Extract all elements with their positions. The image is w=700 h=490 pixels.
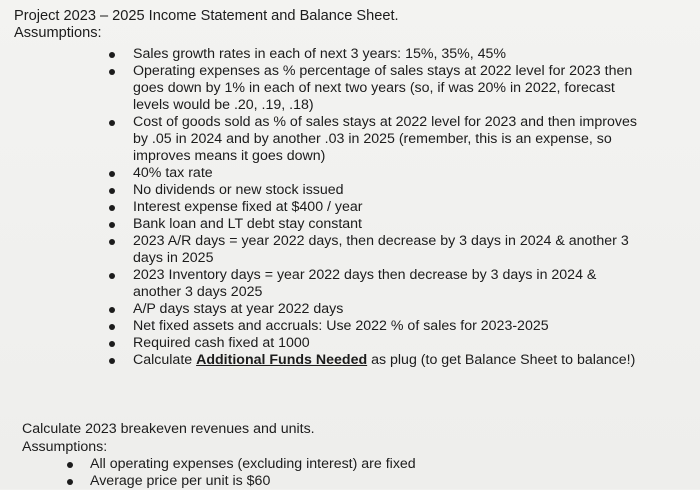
bullet-icon [109, 188, 115, 194]
list-item: No dividends or new stock issued [0, 182, 640, 199]
list-item: 40% tax rate [0, 165, 640, 182]
list-item: Net fixed assets and accruals: Use 2022 % of sales for 2023-2025 [0, 318, 640, 335]
list-item: 2023 A/R days = year 2022 days, then decrease by 3 days in 2024 & another 3 days in 2025 [0, 233, 640, 267]
bullet-icon [109, 171, 115, 177]
bullet-icon [67, 462, 73, 468]
bullet-icon [109, 273, 115, 279]
assumptions-label: Assumptions: [14, 25, 102, 41]
bullet-icon [109, 52, 115, 58]
list-item: All operating expenses (excluding interest) are fixed [0, 456, 416, 473]
list-item: Interest expense fixed at $400 / year [0, 199, 640, 216]
additional-funds-needed-text: Additional Funds Needed [196, 352, 368, 368]
list-item: Required cash fixed at 1000 [0, 335, 640, 352]
breakeven-assumptions-label: Assumptions: [22, 439, 108, 455]
list-item: Average price per unit is $60 [0, 473, 416, 490]
bullet-icon [109, 205, 115, 211]
list-item: Operating expenses as % percentage of sales stays at 2022 level for 2023 then goes down by 1% in each of next two years (so, if was 20% in 2022, forecast levels would be .20, .19, .18) [0, 63, 640, 114]
list-item: Cost of goods sold as % of sales stays at 2022 level for 2023 and then improves by .05 in 2024 and by another .03 in 2025 (remember, this is an expense, so improves means it goes down) [0, 114, 640, 165]
bullet-icon [109, 307, 115, 313]
list-item: Sales growth rates in each of next 3 years: 15%, 35%, 45% [0, 46, 640, 63]
list-item: A/P days stays at year 2022 days [0, 301, 640, 318]
list-item: Bank loan and LT debt stay constant [0, 216, 640, 233]
page-title: Project 2023 – 2025 Income Statement and Balance Sheet. [14, 8, 399, 24]
bullet-icon [109, 324, 115, 330]
bullet-icon [109, 120, 115, 126]
breakeven-heading: Calculate 2023 breakeven revenues and units. [22, 421, 315, 437]
list-item: 2023 Inventory days = year 2022 days then decrease by 3 days in 2024 & another 3 days 2025 [0, 267, 640, 301]
assumptions-list [0, 46, 640, 369]
list-item: Calculate Additional Funds Needed as plug (to get Balance Sheet to balance!) [0, 352, 640, 369]
breakeven-assumptions-list [0, 456, 416, 490]
bullet-icon [109, 222, 115, 228]
bullet-icon [109, 69, 115, 75]
bullet-icon [67, 479, 73, 485]
bullet-icon [109, 239, 115, 245]
bullet-icon [109, 358, 115, 364]
bullet-icon [109, 341, 115, 347]
